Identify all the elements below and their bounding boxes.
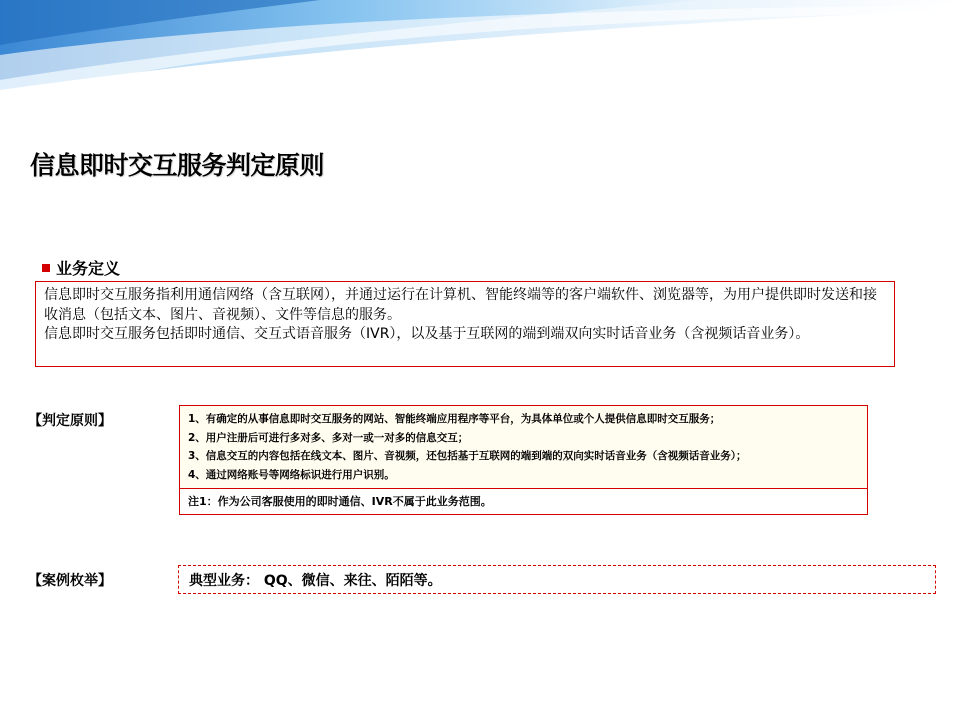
principle-item: 1、有确定的从事信息即时交互服务的网站、智能终端应用程序等平台，为具体单位或个人提供信息即时交互服务； (188, 413, 721, 425)
page-title: 信息即时交互服务判定原则 (30, 151, 325, 180)
principles-note: 注1：作为公司客服使用的即时通信、IVR不属于此业务范围。 (180, 488, 867, 514)
definition-paragraph: 信息即时交互服务指利用通信网络（含互联网），并通过运行在计算机、智能终端等的客户端软件、浏览器等，为用户提供即时发送和接收消息（包括文本、图片、音视频）、文件等信息的服务。 (44, 287, 877, 323)
principles-label: 【判定原则】 (28, 413, 112, 429)
cases-label: 【案例枚举】 (28, 573, 112, 589)
principles-list (180, 406, 867, 488)
principle-item: 2、用户注册后可进行多对多、多对一或一对多的信息交互； (188, 431, 469, 444)
header-decoration (0, 0, 960, 120)
cases-box: 典型业务： QQ、微信、来往、陌陌等。 (178, 565, 936, 594)
definition-paragraph: 信息即时交互服务包括即时通信、交互式语音服务（IVR），以及基于互联网的端到端双向实时话音业务（含视频话音业务）。 (44, 326, 810, 342)
bullet-square-icon (42, 264, 50, 272)
principles-box (179, 405, 868, 515)
principle-item: 4、通过网络账号等网络标识进行用户识别。 (188, 468, 395, 481)
definition-box (35, 281, 895, 367)
definition-heading (42, 256, 120, 279)
principle-item: 3、信息交互的内容包括在线文本、图片、音视频，还包括基于互联网的端到端的双向实时话音业务（含视频话音业务）； (188, 450, 747, 462)
definition-heading-label: 业务定义 (56, 259, 121, 278)
